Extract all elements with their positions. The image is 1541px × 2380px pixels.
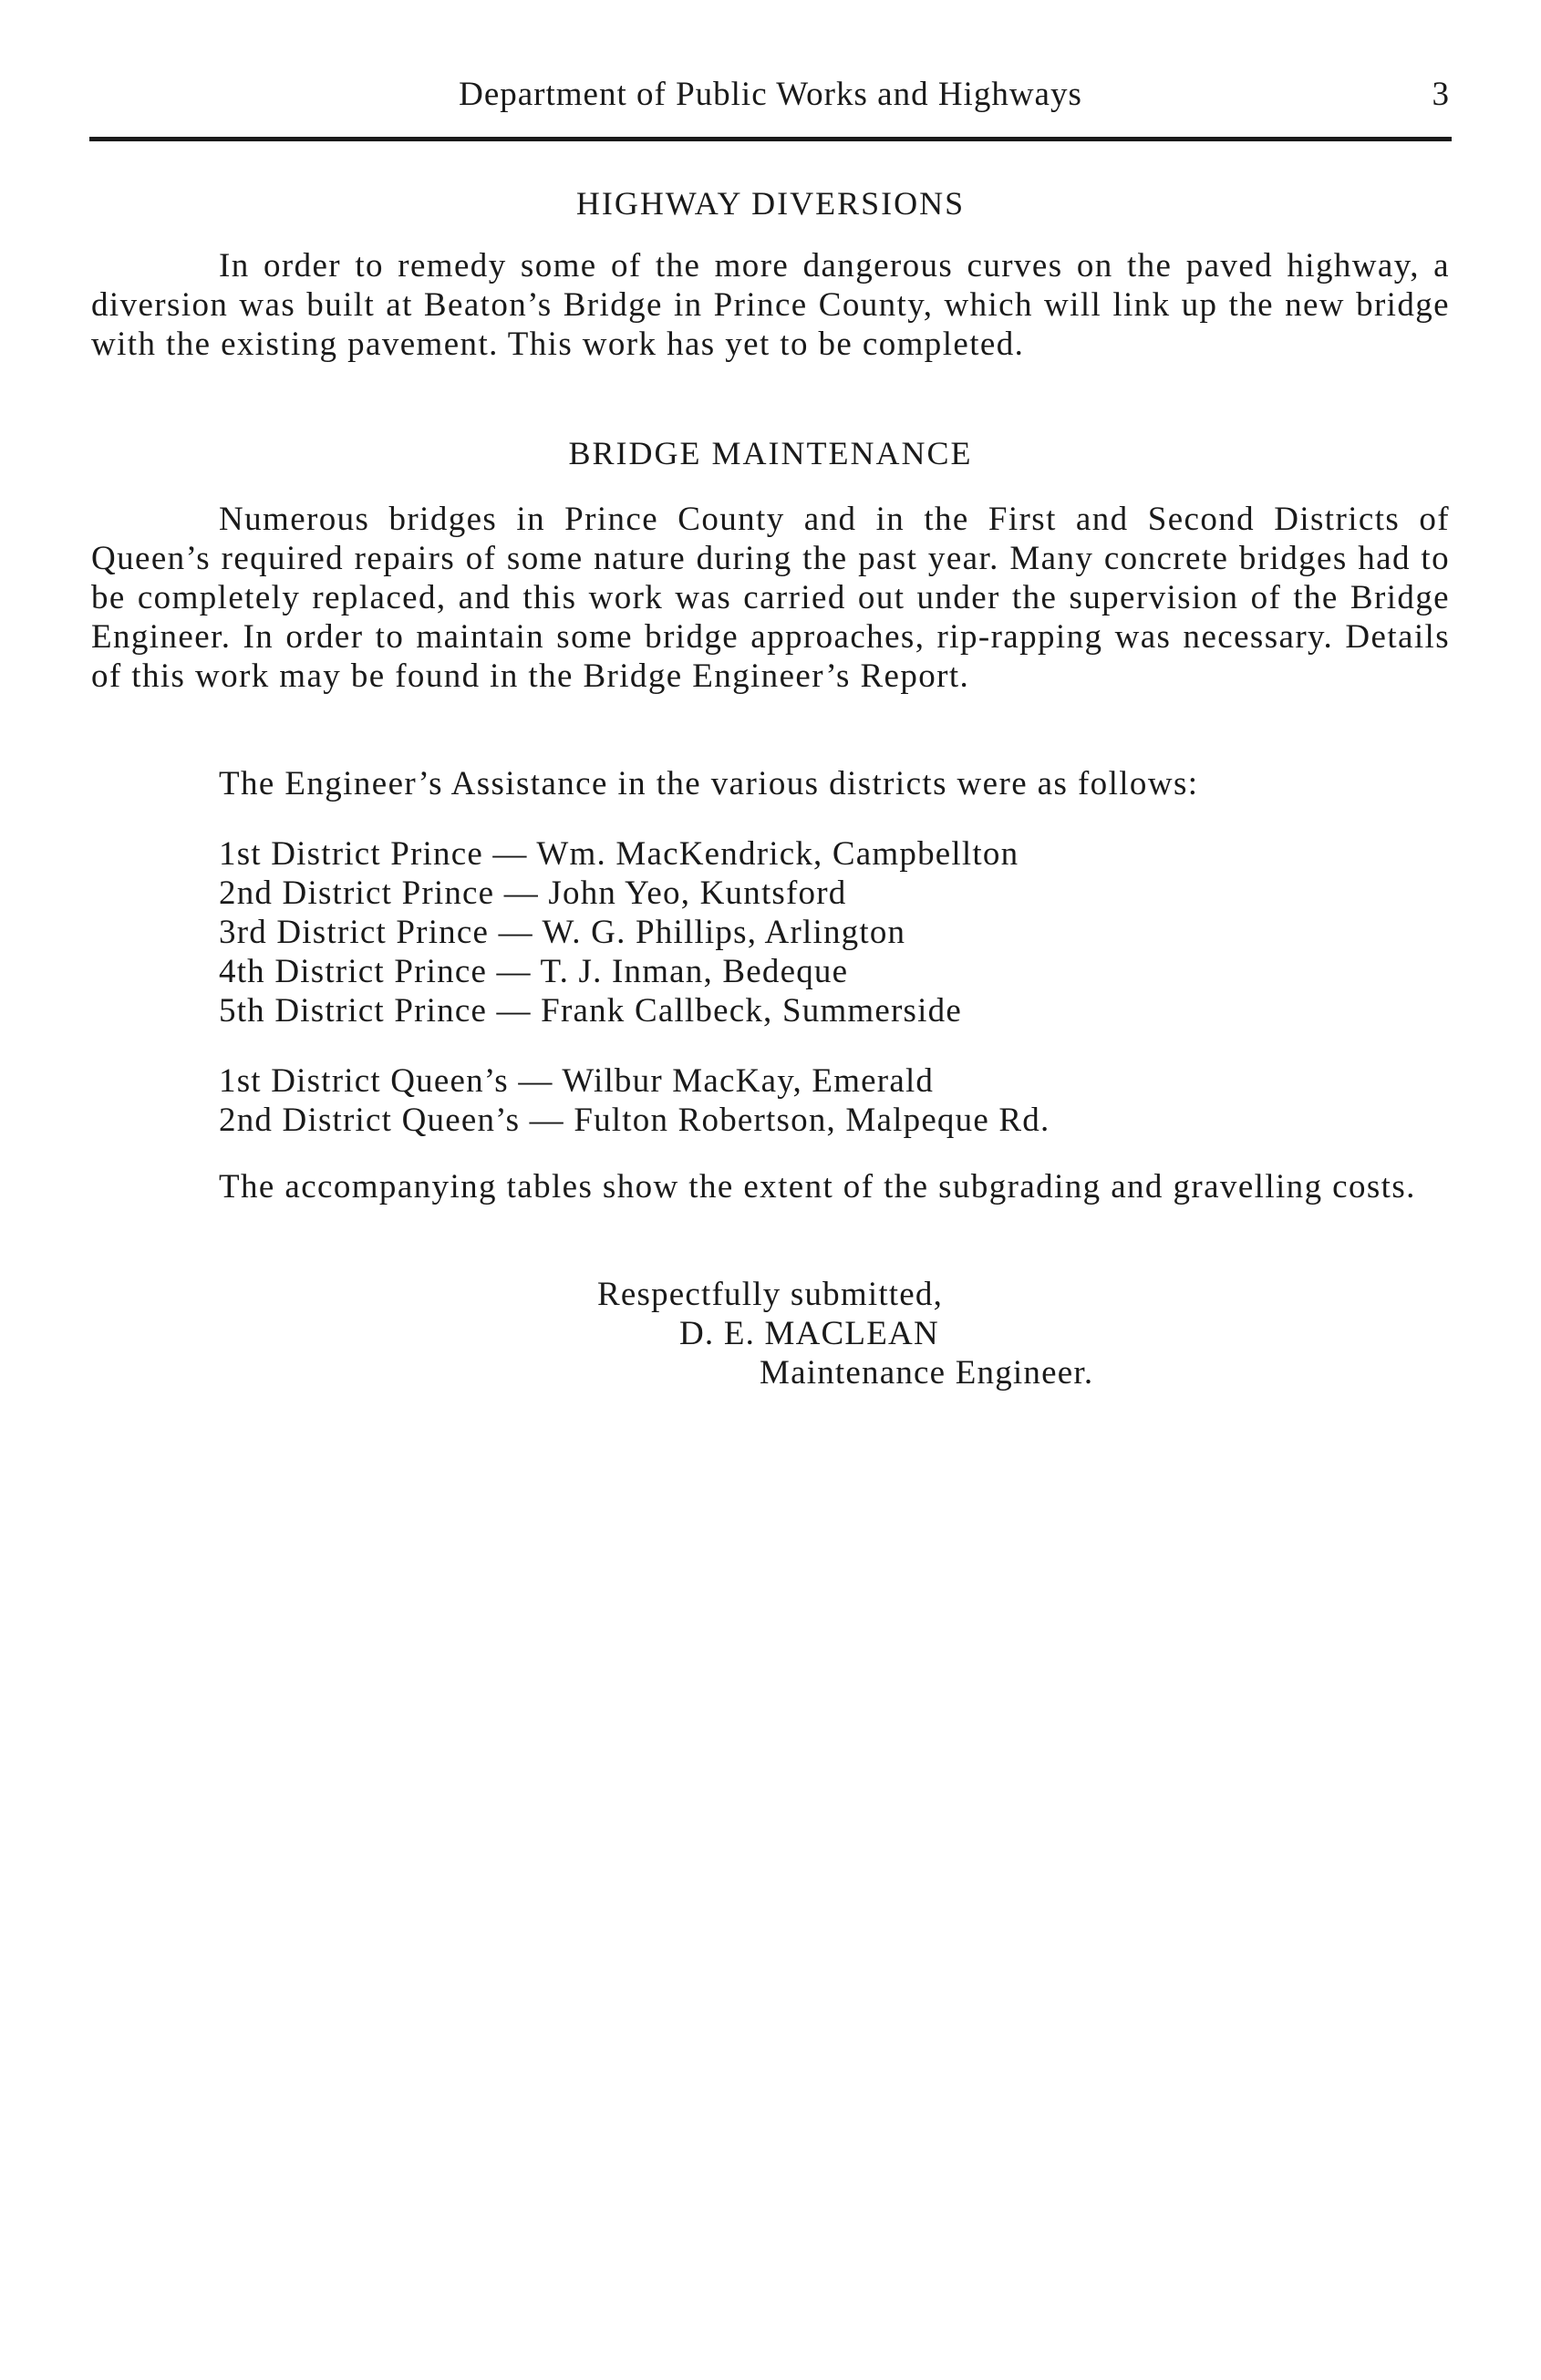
assistant-prince-4: 4th District Prince — T. J. Inman, Bedeque <box>219 953 849 990</box>
assistant-queens-1: 1st District Queen’s — Wilbur MacKay, Emerald <box>219 1062 935 1100</box>
assistant-prince-5: 5th District Prince — Frank Callbeck, Summerside <box>219 992 962 1030</box>
closing-paragraph: The accompanying tables show the extent of the subgrading and gravelling costs. <box>219 1168 1416 1206</box>
assistant-prince-1: 1st District Prince — Wm. MacKendrick, Campbellton <box>219 835 1019 873</box>
paragraph-highway-diversions: In order to remedy some of the more dangerous curves on the paved highway, a diversion was built at Beaton’s Bridge in Prince County, which will link up the new bridge with the existing pavement. This work has yet to be completed. <box>91 247 1450 363</box>
running-header <box>91 75 1450 120</box>
section-heading-highway-diversions: HIGHWAY DIVERSIONS <box>575 185 966 222</box>
signatory-name: D. E. MACLEAN <box>679 1315 939 1352</box>
assistant-prince-2: 2nd District Prince — John Yeo, Kuntsford <box>219 874 847 912</box>
assistant-prince-3: 3rd District Prince — W. G. Phillips, Arlington <box>219 914 906 951</box>
header-rule <box>89 137 1452 141</box>
assistants-intro: The Engineer’s Assistance in the various districts were as follows: <box>219 765 1199 802</box>
section-heading-bridge-maintenance: BRIDGE MAINTENANCE <box>568 435 973 471</box>
assistant-queens-2: 2nd District Queen’s — Fulton Robertson, Malpeque Rd. <box>219 1102 1050 1139</box>
page-number: 3 <box>1432 76 1450 113</box>
sign-off: Respectfully submitted, <box>597 1276 944 1313</box>
running-title: Department of Public Works and Highways <box>459 76 1082 113</box>
signatory-title: Maintenance Engineer. <box>760 1354 1094 1392</box>
paragraph-bridge-maintenance: Numerous bridges in Prince County and in the First and Second Districts of Queen’s required repairs of some nature during the past year. Many concrete bridges had to be completely replaced, and this work was carried out under the supervision of the Bridge Engineer. In order to maintain some bridge approaches, rip-rapping was necessary. Details of this work may be found in the Bridge Engineer’s Report. <box>91 501 1450 695</box>
